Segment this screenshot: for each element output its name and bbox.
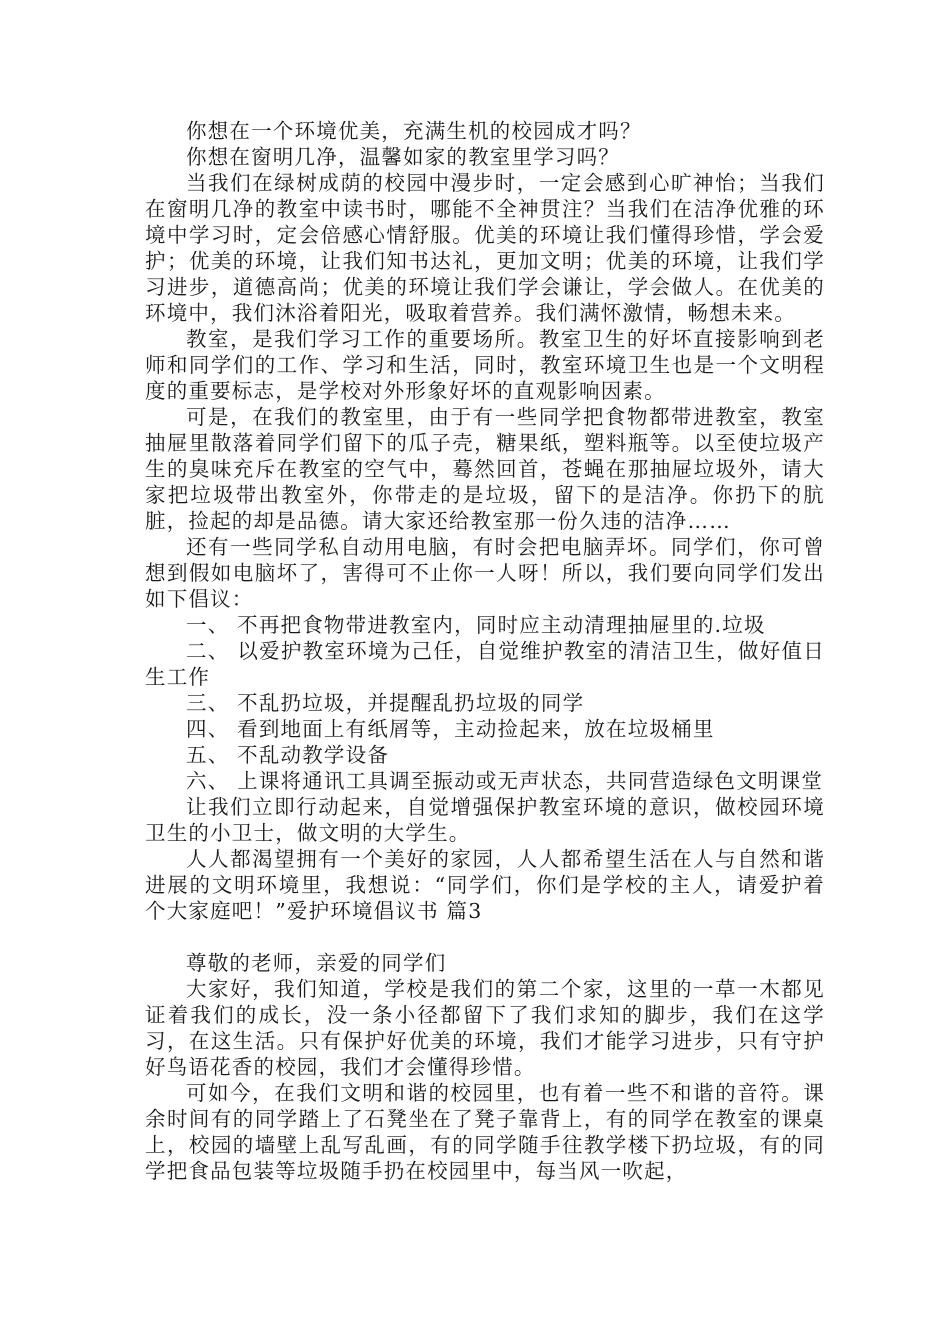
section-gap: [145, 924, 825, 950]
paragraph: 人人都渴望拥有一个美好的家园，人人都希望生活在人与自然和谐进展的文明环境里，我想说：“同学们，你们是学校的主人，请爱护着个大家庭吧！”爱护环境倡议书 篇3: [145, 847, 825, 923]
paragraph: 当我们在绿树成荫的校园中漫步时，一定会感到心旷神怡；当我们在窗明几净的教室中读书时，哪能不全神贯注？当我们在洁净优雅的环境中学习时，定会倍感心情舒服。优美的环境让我们懂得珍惜，学会爱护；优美的环境，让我们知书达礼，更加文明；优美的环境，让我们学习进步，道德高尚；优美的环境让我们学会谦让，学会做人。在优美的环境中，我们沐浴着阳光，吸取着营养。我们满怀激情，畅想未来。: [145, 171, 825, 325]
paragraph: 让我们立即行动起来，自觉增强保护教室环境的意识，做校园环境卫生的小卫士，做文明的大学生。: [145, 795, 825, 845]
proposal-item: 五、 不乱动教学设备: [186, 743, 390, 767]
paragraph: 教室，是我们学习工作的重要场所。教室卫生的好坏直接影响到老师和同学们的工作、学习和生活，同时，教室环境卫生也是一个文明程度的重要标志，是学校对外形象好坏的直观影响因素。: [145, 327, 825, 403]
paragraph: 你想在窗明几净，温馨如家的教室里学习吗？: [186, 145, 620, 169]
proposal-item: 一、 不再把食物带进教室内，同时应主动清理抽屉里的.垃圾: [186, 613, 766, 637]
paragraph: 还有一些同学私自动用电脑，有时会把电脑弄坏。同学们，你可曾想到假如电脑坏了，害得可不止你一人呀！所以，我们要向同学们发出如下倡议：: [145, 535, 825, 611]
proposal-item: 二、 以爱护教室环境为己任，自觉维护教室的清洁卫生，做好值日生工作: [145, 639, 825, 689]
proposal-item: 四、 看到地面上有纸屑等，主动捡起来，放在垃圾桶里: [186, 717, 715, 741]
paragraph: 大家好，我们知道，学校是我们的第二个家，这里的一草一木都见证着我们的成长，没一条小径都留下了我们求知的脚步，我们在这学习，在这生活。只有保护好优美的环境，我们才能学习进步，只有守护好鸟语花香的校园，我们才会懂得珍惜。: [145, 977, 825, 1079]
paragraph: 你想在一个环境优美，充满生机的校园成才吗？: [186, 119, 642, 143]
document-body: [145, 118, 825, 1184]
greeting: 尊敬的老师，亲爱的同学们: [186, 951, 447, 975]
paragraph: 可是，在我们的教室里，由于有一些同学把食物都带进教室，教室抽屉里散落着同学们留下的瓜子壳，糖果纸，塑料瓶等。以至使垃圾产生的臭味充斥在教室的空气中，蓦然回首，苍蝇在那抽屉垃圾外，请大家把垃圾带出教室外，你带走的是垃圾，留下的是洁净。你扔下的肮脏，捡起的却是品德。请大家还给教室那一份久违的洁净……: [145, 405, 825, 533]
paragraph: 可如今，在我们文明和谐的校园里，也有着一些不和谐的音符。课余时间有的同学踏上了石凳坐在了凳子靠背上，有的同学在教室的课桌上，校园的墙壁上乱写乱画，有的同学随手往教学楼下扔垃圾，有的同学把食品包装等垃圾随手扔在校园里中，每当风一吹起，: [145, 1081, 825, 1183]
proposal-item: 六、 上课将通讯工具调至振动或无声状态，共同营造绿色文明课堂: [186, 769, 824, 793]
proposal-item: 三、 不乱扔垃圾，并提醒乱扔垃圾的同学: [186, 691, 585, 715]
